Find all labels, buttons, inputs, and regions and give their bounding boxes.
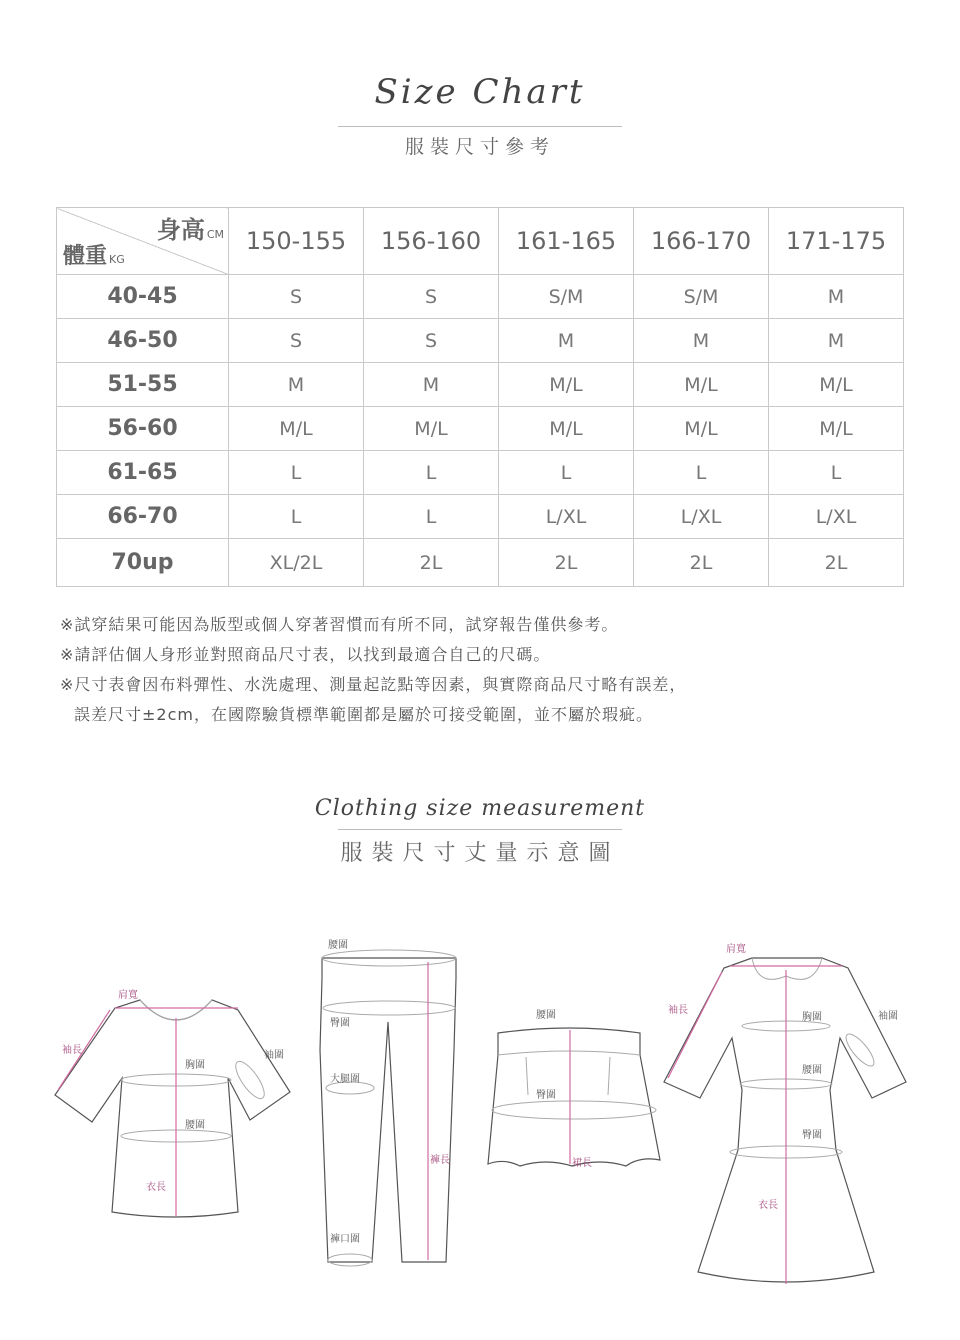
size-cell: M/L xyxy=(634,363,769,407)
size-cell: 2L xyxy=(769,539,904,587)
size-cell: L/XL xyxy=(634,495,769,539)
size-cell: S xyxy=(364,275,499,319)
size-cell: M xyxy=(769,319,904,363)
table-row xyxy=(57,407,904,451)
title-divider xyxy=(338,126,622,127)
table-row xyxy=(57,495,904,539)
table-row xyxy=(57,363,904,407)
table-row xyxy=(57,275,904,319)
dress-outline-shape xyxy=(664,958,906,1282)
size-cell: L xyxy=(364,495,499,539)
note-line: ※試穿結果可能因為版型或個人穿著習慣而有所不同，試穿報告僅供參考。 xyxy=(60,615,619,634)
pants-hem-label: 褲口圍 xyxy=(330,1234,360,1245)
size-cell: L xyxy=(364,451,499,495)
dress-hip-label: 臀圍 xyxy=(802,1130,822,1141)
skirt-hip-label: 臀圍 xyxy=(536,1090,556,1101)
weight-cell: 66-70 xyxy=(57,495,229,539)
pants-figure xyxy=(320,939,456,1266)
size-cell: S xyxy=(229,319,364,363)
measurement-cn-title: 服裝尺寸丈量示意圖 xyxy=(340,841,620,866)
size-cell: 2L xyxy=(364,539,499,587)
dress-chest-label: 胸圍 xyxy=(802,1012,822,1023)
height-column-header: 150-155 xyxy=(229,208,364,275)
height-header xyxy=(157,210,224,245)
weight-header xyxy=(63,239,125,270)
note-line: ※尺寸表會因布料彈性、水洗處理、測量起訖點等因素，與實際商品尺寸略有誤差， xyxy=(60,675,687,694)
size-cell: M xyxy=(229,363,364,407)
top-outline-shape xyxy=(55,1000,290,1217)
size-cell: S xyxy=(229,275,364,319)
size-cell: L/XL xyxy=(769,495,904,539)
note-line: 誤差尺寸±2cm，在國際驗貨標準範圍都是屬於可接受範圍，並不屬於瑕疵。 xyxy=(74,705,653,724)
size-cell: L xyxy=(229,495,364,539)
dress-sleeve-width-label: 袖圍 xyxy=(878,1011,898,1022)
size-table xyxy=(56,207,904,587)
weight-unit: KG xyxy=(109,253,125,266)
size-cell: M/L xyxy=(634,407,769,451)
top-shoulder-label: 肩寬 xyxy=(118,990,138,1001)
skirt-outline-shape xyxy=(488,1028,660,1166)
size-cell: M xyxy=(769,275,904,319)
top-sleeve-width-label: 袖圍 xyxy=(264,1050,284,1061)
table-row xyxy=(57,451,904,495)
measurement-script-title: Clothing size measurement xyxy=(314,796,646,821)
size-cell: M/L xyxy=(229,407,364,451)
height-unit: CM xyxy=(206,228,224,241)
height-column-header: 166-170 xyxy=(634,208,769,275)
weight-cell: 56-60 xyxy=(57,407,229,451)
size-cell: M xyxy=(364,363,499,407)
height-label: 身高 xyxy=(156,216,205,244)
skirt-waist-label: 腰圍 xyxy=(536,1010,556,1021)
size-cell: L xyxy=(634,451,769,495)
size-cell: S xyxy=(364,319,499,363)
skirt-figure xyxy=(488,1009,660,1169)
dress-figure xyxy=(664,942,906,1284)
size-cell: 2L xyxy=(634,539,769,587)
top-figure xyxy=(55,988,290,1217)
weight-cell: 51-55 xyxy=(57,363,229,407)
size-cell: XL/2L xyxy=(229,539,364,587)
size-cell: M/L xyxy=(499,363,634,407)
top-chest-label: 胸圍 xyxy=(185,1060,205,1071)
weight-cell: 70up xyxy=(57,539,229,587)
pants-hip-label: 臀圍 xyxy=(330,1018,350,1029)
weight-label: 體重 xyxy=(63,244,108,269)
size-cell: M xyxy=(634,319,769,363)
size-cell: M/L xyxy=(769,363,904,407)
top-waist-label: 腰圍 xyxy=(185,1120,205,1131)
height-column-header: 161-165 xyxy=(499,208,634,275)
dress-shoulder-label: 肩寬 xyxy=(726,944,746,955)
dress-length-label: 衣長 xyxy=(758,1200,778,1211)
weight-cell: 40-45 xyxy=(57,275,229,319)
skirt-length-label: 裙長 xyxy=(572,1158,592,1169)
table-corner-cell xyxy=(57,208,229,275)
size-cell: M/L xyxy=(364,407,499,451)
dress-sleeve-length-label: 袖長 xyxy=(668,1005,688,1016)
weight-cell: 61-65 xyxy=(57,451,229,495)
measurement-diagram xyxy=(0,920,960,1320)
top-length-label: 衣長 xyxy=(146,1182,166,1193)
top-sleeve-length-label: 袖長 xyxy=(62,1045,82,1056)
note-line: ※請評估個人身形並對照商品尺寸表，以找到最適合自己的尺碼。 xyxy=(60,645,551,664)
table-header-row xyxy=(57,208,904,275)
size-cell: M/L xyxy=(769,407,904,451)
table-row xyxy=(57,319,904,363)
measurement-divider xyxy=(338,829,622,830)
weight-cell: 46-50 xyxy=(57,319,229,363)
height-column-header: 171-175 xyxy=(769,208,904,275)
size-cell: L xyxy=(499,451,634,495)
size-chart-cn-title: 服裝尺寸參考 xyxy=(404,136,555,158)
table-row xyxy=(57,539,904,587)
size-cell: L xyxy=(229,451,364,495)
height-column-header: 156-160 xyxy=(364,208,499,275)
size-cell: M/L xyxy=(499,407,634,451)
size-cell: S/M xyxy=(499,275,634,319)
size-cell: L xyxy=(769,451,904,495)
size-cell: L/XL xyxy=(499,495,634,539)
pants-length-label: 褲長 xyxy=(430,1155,450,1166)
size-cell: S/M xyxy=(634,275,769,319)
size-cell: 2L xyxy=(499,539,634,587)
notes xyxy=(60,610,920,730)
dress-waist-label: 腰圍 xyxy=(802,1065,822,1076)
size-cell: M xyxy=(499,319,634,363)
size-chart-script-title: Size Chart xyxy=(374,72,586,112)
pants-thigh-label: 大腿圍 xyxy=(330,1074,360,1085)
pants-waist-label: 腰圍 xyxy=(328,940,348,951)
